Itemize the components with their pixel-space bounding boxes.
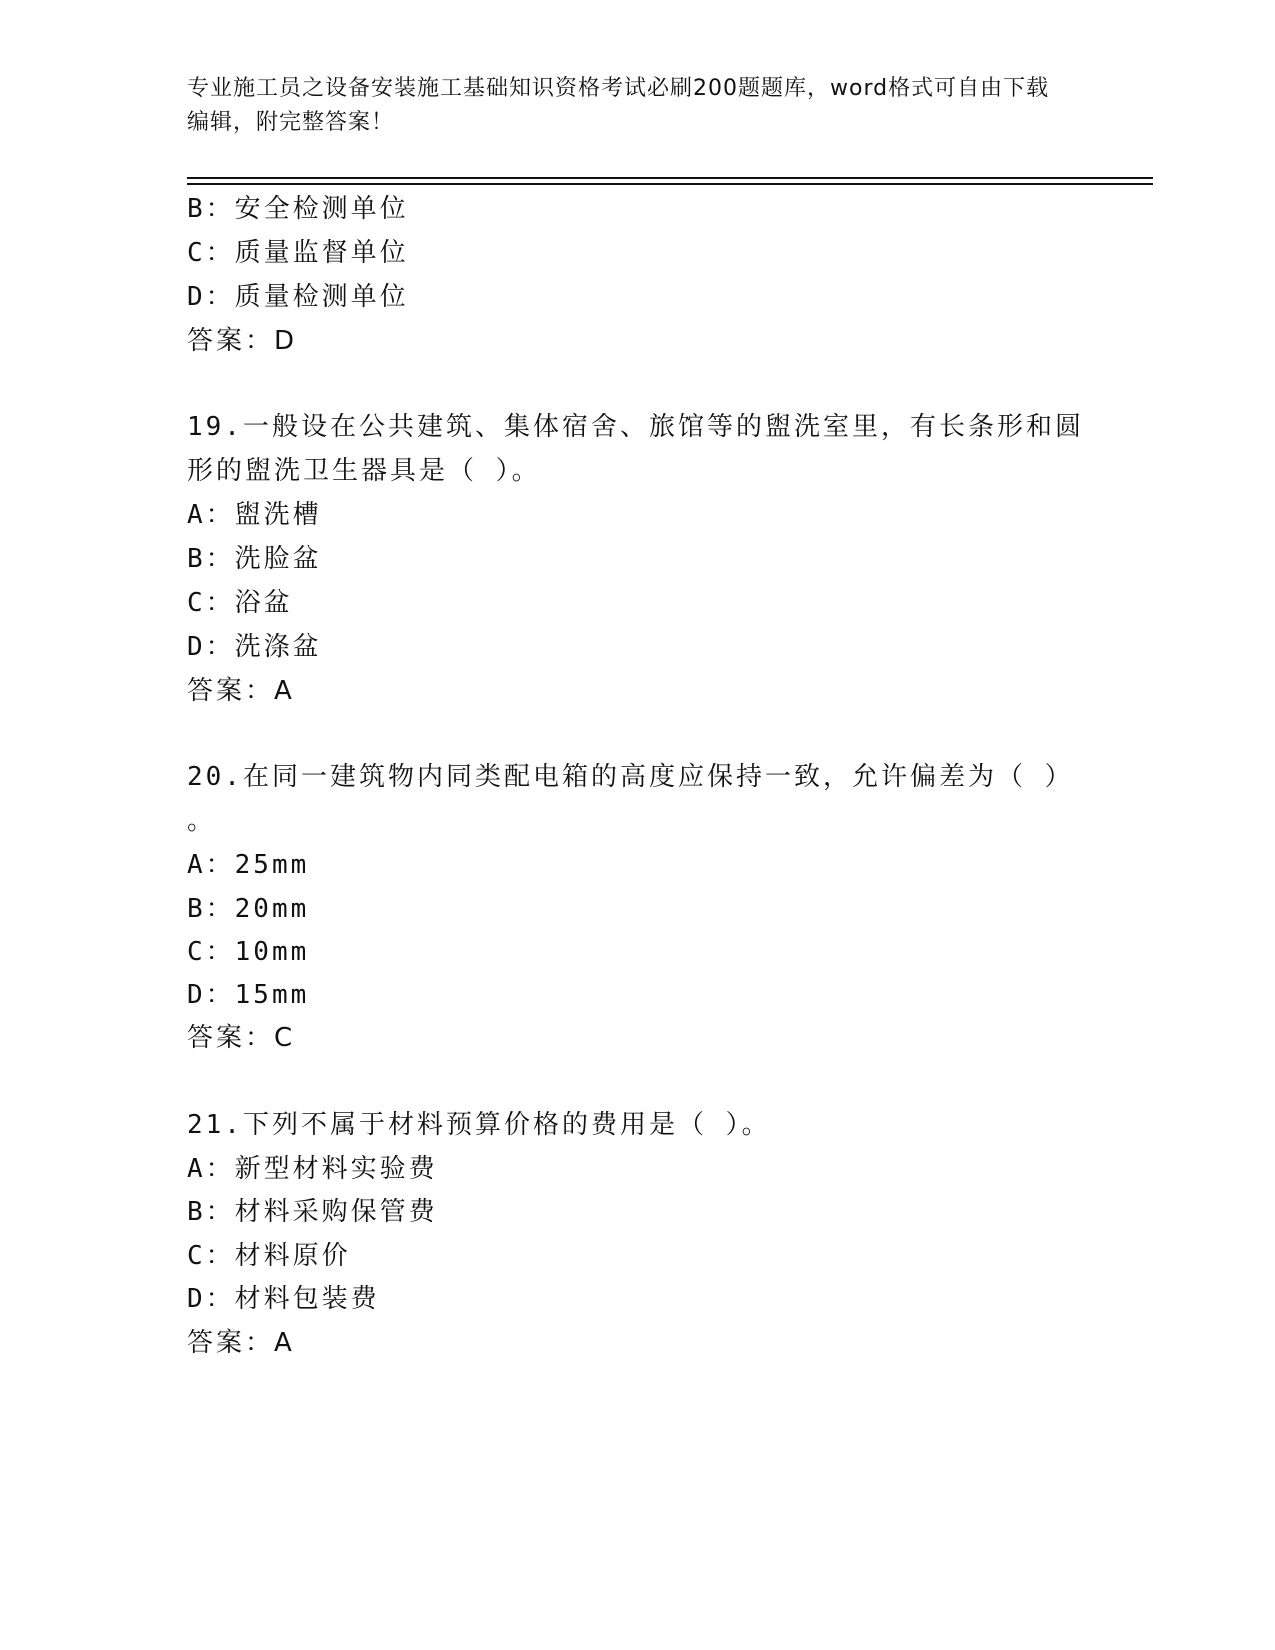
q21-answer: 答案：A bbox=[187, 1328, 295, 1358]
q19-option-c: C：浴盆 bbox=[187, 588, 293, 618]
q20-answer: 答案：C bbox=[187, 1023, 296, 1053]
q20-stem-line1: 20.在同一建筑物内同类配电箱的高度应保持一致，允许偏差为（ ） bbox=[187, 762, 1074, 792]
q21-option-b: B：材料采购保管费 bbox=[187, 1197, 438, 1227]
q18-answer: 答案：D bbox=[187, 326, 298, 356]
q21-option-d: D：材料包装费 bbox=[187, 1284, 380, 1314]
q21-option-c: C：材料原价 bbox=[187, 1241, 351, 1271]
q19-stem-line1: 19.一般设在公共建筑、集体宿舍、旅馆等的盥洗室里，有长条形和圆 bbox=[187, 412, 1084, 442]
q19-option-d: D：洗涤盆 bbox=[187, 632, 322, 662]
q18-option-c: C：质量监督单位 bbox=[187, 238, 409, 268]
q19-stem-line2: 形的盥洗卫生器具是（ ）。 bbox=[187, 456, 541, 486]
header-rule-top bbox=[187, 177, 1153, 179]
q18-option-d: D：质量检测单位 bbox=[187, 282, 409, 312]
q20-option-b: B：20mm bbox=[187, 894, 310, 924]
q20-option-d: D：15mm bbox=[187, 980, 310, 1010]
q20-option-c: C：10mm bbox=[187, 937, 310, 967]
q19-option-a: A：盥洗槽 bbox=[187, 500, 322, 530]
q20-option-a: A：25mm bbox=[187, 850, 310, 880]
q21-stem-line1: 21.下列不属于材料预算价格的费用是（ ）。 bbox=[187, 1110, 771, 1140]
header-rule-bottom bbox=[187, 183, 1153, 185]
q18-option-b: B：安全检测单位 bbox=[187, 194, 409, 224]
q20-stem-line2: 。 bbox=[187, 806, 217, 836]
q19-answer: 答案：A bbox=[187, 676, 295, 706]
q19-option-b: B：洗脸盆 bbox=[187, 544, 322, 574]
q21-option-a: A：新型材料实验费 bbox=[187, 1154, 438, 1184]
document-header: 专业施工员之设备安装施工基础知识资格考试必刷200题题库，word格式可自由下载编辑，附完整答案！ bbox=[187, 76, 1050, 135]
